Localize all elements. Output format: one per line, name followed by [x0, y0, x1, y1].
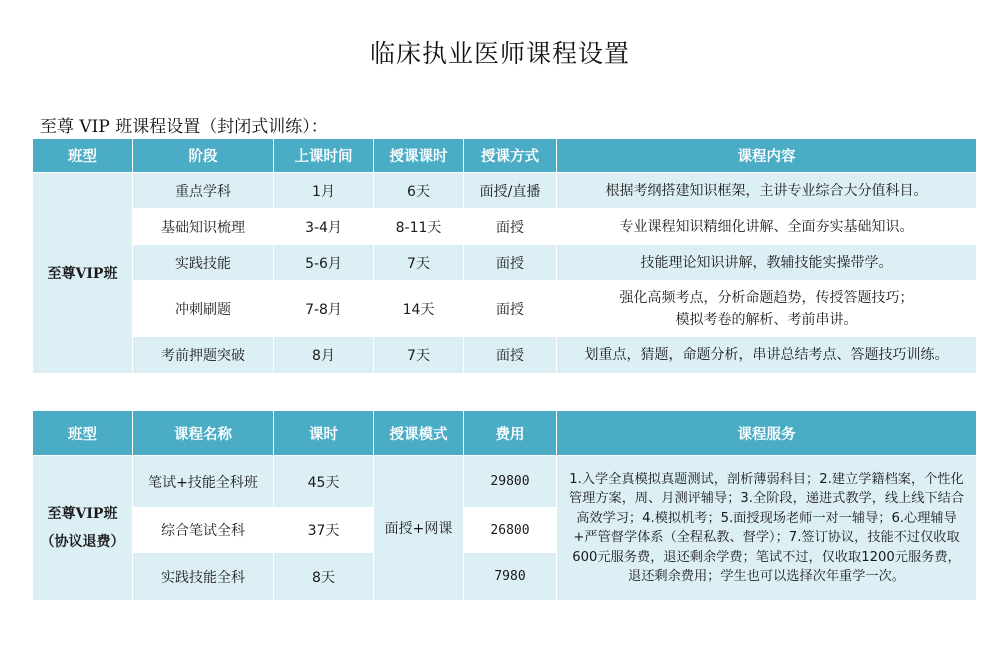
- hours-cell: 45天: [273, 456, 373, 508]
- header-time: 上课时间: [273, 139, 373, 173]
- header-course-name: 课程名称: [132, 411, 273, 456]
- table-row: [32, 337, 976, 374]
- header-service: 课程服务: [556, 411, 976, 456]
- section-title: 至尊 VIP 班课程设置（封闭式训练）：: [40, 117, 328, 137]
- time-cell: 5-6月: [273, 245, 373, 281]
- content-line: 强化高频考点，分析命题趋势，传授答题技巧；: [619, 289, 914, 306]
- time-cell: 7-8月: [273, 281, 373, 337]
- hours-cell: 14天: [373, 281, 463, 337]
- content-cell: [556, 209, 976, 245]
- schedule-table: [32, 139, 976, 374]
- hours-cell: 7天: [373, 337, 463, 374]
- service-cell: 1.入学全真模拟真题测试，剖析薄弱科目；2.建立学籍档案，个性化管理方案，周、月测评辅导；3.全阶段，递进式教学，线上线下结合高效学习；4.模拟机考；5.面授现场老师一对一辅导；6.心理辅导+严管督学体系（全程私教、督学）；7.签订协议，技能不过仅收取600元服务费，退还剩余学费；笔试不过，仅收取1200元服务费，退还剩余费用；学生也可以选择次年重学一次。: [556, 456, 976, 601]
- header-fee: 费用: [463, 411, 556, 456]
- table-row: [32, 281, 976, 337]
- header-class-type: 班型: [32, 139, 132, 173]
- content-cell: [556, 245, 976, 281]
- refund-note: （协议退费）: [40, 534, 125, 550]
- table-header-row: [32, 139, 976, 173]
- stage-cell: 实践技能: [132, 245, 273, 281]
- time-cell: 8月: [273, 337, 373, 374]
- time-cell: 1月: [273, 173, 373, 209]
- hours-cell: 6天: [373, 173, 463, 209]
- header-content: 课程内容: [556, 139, 976, 173]
- fee-table: [32, 411, 976, 601]
- fee-cell: 26800: [463, 508, 556, 553]
- fee-cell: 7980: [463, 553, 556, 601]
- hours-cell: 8天: [273, 553, 373, 601]
- hours-cell: 37天: [273, 508, 373, 553]
- content-cell: [556, 281, 976, 337]
- table-row: [32, 209, 976, 245]
- time-cell: 3-4月: [273, 209, 373, 245]
- content-line: 模拟考卷的解析、考前串讲。: [675, 311, 858, 328]
- hours-cell: 7天: [373, 245, 463, 281]
- mode-cell: 面授: [463, 209, 556, 245]
- stage-cell: 冲刺刷题: [132, 281, 273, 337]
- fee-cell: 29800: [463, 456, 556, 508]
- course-name-cell: 实践技能全科: [132, 553, 273, 601]
- content-line: 技能理论知识讲解，教辅技能实操带学。: [640, 254, 893, 271]
- header-mode: 授课模式: [373, 411, 463, 456]
- content-cell: [556, 337, 976, 374]
- page-title: 临床执业医师课程设置: [369, 39, 630, 68]
- stage-cell: 重点学科: [132, 173, 273, 209]
- content-cell: [556, 173, 976, 209]
- course-name-cell: 笔试+技能全科班: [132, 456, 273, 508]
- content-line: 划重点，猜题，命题分析，串讲总结考点、答题技巧训练。: [584, 347, 949, 363]
- header-stage: 阶段: [132, 139, 273, 173]
- table-row: [32, 245, 976, 281]
- course-name-cell: 综合笔试全科: [132, 508, 273, 553]
- content-line: 专业课程知识精细化讲解、全面夯实基础知识。: [619, 218, 914, 235]
- class-type-cell: [32, 456, 132, 601]
- table-row: [32, 173, 976, 209]
- mode-cell: 面授/直播: [463, 173, 556, 209]
- stage-cell: 基础知识梳理: [132, 209, 273, 245]
- mode-cell: 面授: [463, 281, 556, 337]
- header-hours: 课时: [273, 411, 373, 456]
- table-header-row: [32, 411, 976, 456]
- mode-cell: 面授+网课: [373, 456, 463, 601]
- header-mode: 授课方式: [463, 139, 556, 173]
- table-row: [32, 456, 976, 508]
- stage-cell: 考前押题突破: [132, 337, 273, 374]
- content-line: 根据考纲搭建知识框架，主讲专业综合大分值科目。: [605, 182, 928, 199]
- header-class-type: 班型: [32, 411, 132, 456]
- mode-cell: 面授: [463, 245, 556, 281]
- header-hours: 授课课时: [373, 139, 463, 173]
- class-type-label: 至尊VIP班: [47, 506, 118, 522]
- mode-cell: 面授: [463, 337, 556, 374]
- class-type-cell: 至尊VIP班: [32, 173, 132, 374]
- hours-cell: 8-11天: [373, 209, 463, 245]
